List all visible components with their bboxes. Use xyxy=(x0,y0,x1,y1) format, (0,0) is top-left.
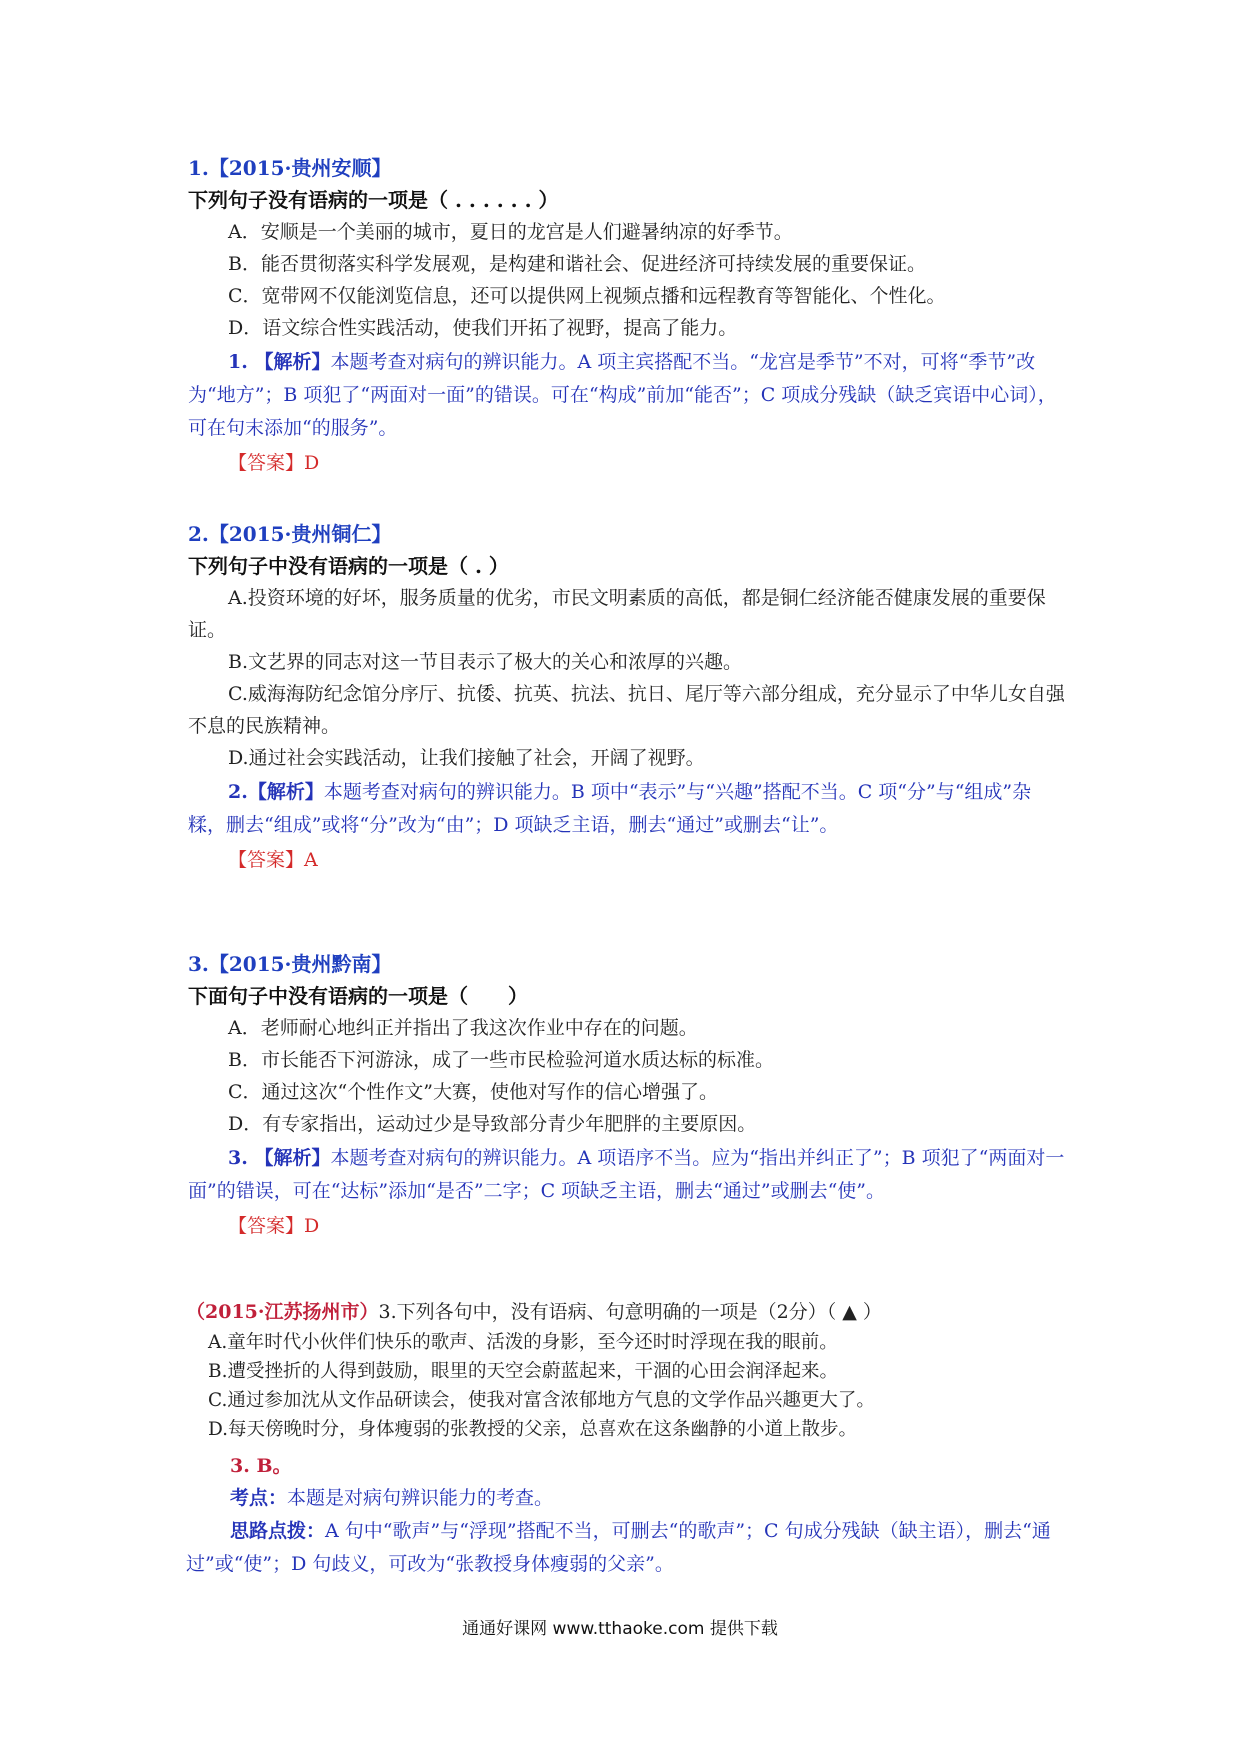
question-4-option-d: D.每天傍晚时分，身体瘦弱的张教授的父亲，总喜欢在这条幽静的小道上散步。 xyxy=(208,1419,858,1440)
question-1-option-a: A．安顺是一个美丽的城市，夏日的龙宫是人们避暑纳凉的好季节。 xyxy=(228,221,793,243)
analysis-tag: 1. 【解析】 xyxy=(228,351,331,373)
analysis-text: 本题考查对病句的辨识能力。A 项语序不当。应为“指出并纠正了”；B 项犯了“两面对一面”的错误，可在“达标”添加“是否”二字；C 项缺乏主语，删去“通过”或删去“使”。 xyxy=(188,1147,1065,1202)
question-2-title: 2.【2015·贵州铜仁】 xyxy=(188,522,392,546)
question-1-option-d: D．语文综合性实践活动，使我们开拓了视野，提高了能力。 xyxy=(228,317,738,339)
question-4-kaodian xyxy=(186,1482,1066,1515)
analysis-tag: 2.【解析】 xyxy=(228,781,324,803)
analysis-text: 本题考查对病句的辨识能力。B 项中“表示”与“兴趣”搭配不当。C 项“分”与“组成”杂糅，删去“组成”或将“分”改为“由”；D 项缺乏主语，删去“通过”或删去“让”。 xyxy=(188,781,1032,836)
question-1-stem: 下列句子没有语病的一项是（ . . . . . . ） xyxy=(188,188,559,212)
question-2-option-a: A.投资环境的好坏，服务质量的优劣，市民文明素质的高低，都是铜仁经济能否健康发展的重要保证。 xyxy=(188,587,1046,641)
question-2-option-c: C.威海海防纪念馆分序厅、抗倭、抗英、抗法、抗日、尾厅等六部分组成，充分显示了中华儿女自强不息的民族精神。 xyxy=(188,683,1065,737)
question-3-option-d: D．有专家指出，运动过少是导致部分青少年肥胖的主要原因。 xyxy=(228,1113,757,1135)
question-3-option-a: A．老师耐心地纠正并指出了我这次作业中存在的问题。 xyxy=(228,1017,698,1039)
question-4-option-a: A.童年时代小伙伴们快乐的歌声、活泼的身影，至今还时时浮现在我的眼前。 xyxy=(208,1332,838,1353)
question-3-answer: 【答案】D xyxy=(228,1215,320,1237)
question-2-option-d: D.通过社会实践活动，让我们接触了社会，开阔了视野。 xyxy=(228,747,705,769)
question-1-answer: 【答案】D xyxy=(228,452,320,474)
question-4-stem: 3.下列各句中，没有语病、句意明确的一项是（2分）（ ▲ ） xyxy=(378,1301,882,1323)
question-4-answer: 3. B。 xyxy=(230,1455,292,1477)
question-1-title: 1.【2015·贵州安顺】 xyxy=(188,156,392,180)
question-1-option-c: C．宽带网不仅能浏览信息，还可以提供网上视频点播和远程教育等智能化、个性化。 xyxy=(228,285,946,307)
question-3 xyxy=(188,948,1068,1243)
question-4 xyxy=(186,1296,1066,1581)
question-2-analysis xyxy=(188,776,1068,842)
question-3-stem: 下面句子中没有语病的一项是（ ） xyxy=(188,984,528,1008)
question-4-silu xyxy=(186,1515,1066,1581)
question-2-stem: 下列句子中没有语病的一项是（ . ） xyxy=(188,554,509,578)
question-1 xyxy=(188,152,1068,480)
question-3-option-b: B．市长能否下河游泳，成了一些市民检验河道水质达标的标准。 xyxy=(228,1049,774,1071)
question-3-title: 3.【2015·贵州黔南】 xyxy=(188,952,392,976)
question-2 xyxy=(188,518,1068,877)
question-3-option-c: C．通过这次“个性作文”大赛，使他对写作的信心增强了。 xyxy=(228,1081,718,1103)
question-1-analysis xyxy=(188,346,1068,445)
analysis-text: 本题考查对病句的辨识能力。A 项主宾搭配不当。“龙宫是季节”不对，可将“季节”改为“地方”；B 项犯了“两面对一面”的错误。可在“构成”前加“能否”；C 项成分残缺（缺乏宾语中心词），可在句末添加“的服务”。 xyxy=(188,351,1057,439)
question-1-option-b: B．能否贯彻落实科学发展观，是构建和谐社会、促进经济可持续发展的重要保证。 xyxy=(228,253,926,275)
question-4-option-c: C.通过参加沈从文作品研读会，使我对富含浓郁地方气息的文学作品兴趣更大了。 xyxy=(208,1390,875,1411)
kaodian-text: 本题是对病句辨识能力的考查。 xyxy=(287,1487,554,1509)
question-3-analysis xyxy=(188,1142,1068,1208)
silu-text: A 句中“歌声”与“浮现”搭配不当，可删去“的歌声”；C 句成分残缺（缺主语），删去“通过”或“使”；D 句歧义，可改为“张教授身体瘦弱的父亲”。 xyxy=(186,1520,1051,1575)
question-4-option-b: B.遭受挫折的人得到鼓励，眼里的天空会蔚蓝起来，干涸的心田会润泽起来。 xyxy=(208,1361,838,1382)
silu-tag: 思路点拨： xyxy=(230,1520,326,1542)
question-2-option-b: B.文艺界的同志对这一节目表示了极大的关心和浓厚的兴趣。 xyxy=(228,651,743,673)
analysis-tag: 3. 【解析】 xyxy=(228,1147,331,1169)
question-2-answer: 【答案】A xyxy=(228,849,318,871)
question-4-header xyxy=(186,1296,1066,1328)
question-4-source: （2015·江苏扬州市） xyxy=(186,1301,379,1323)
page-footer: 通通好课网 www.tthaoke.com 提供下载 xyxy=(462,1619,778,1639)
kaodian-tag: 考点： xyxy=(230,1487,288,1509)
